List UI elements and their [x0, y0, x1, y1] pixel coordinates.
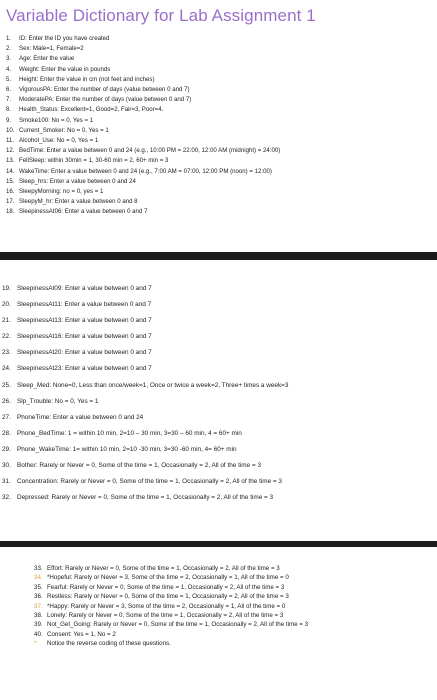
- item-number: 14.: [6, 167, 15, 175]
- item-text: Phone_BedTime: 1 = within 10 min, 2=10 – 30 min, 3=30 – 60 min, 4 = 60+ min: [17, 429, 242, 437]
- item-text: Height: Enter the value in cm (not feet and inches): [19, 75, 155, 83]
- list-item: [6, 126, 280, 136]
- item-number: 1.: [6, 35, 12, 42]
- list-item: [6, 44, 280, 54]
- item-text: SleepinessAt06: Enter a value between 0 and 7: [19, 208, 148, 216]
- list-item: [6, 75, 280, 85]
- item-text: PhoneTime: Enter a value between 0 and 24: [17, 413, 144, 421]
- item-text: *Hopeful: Rarely or Never = 3, Some of the time = 2, Occasionally = 1, All of the time = 0: [47, 574, 289, 582]
- asterisk-marker: *: [34, 640, 37, 648]
- variable-list-2: [2, 281, 288, 506]
- item-number: 37.: [34, 602, 43, 610]
- list-item: [2, 361, 288, 377]
- item-number: 20.: [2, 301, 11, 309]
- item-text: Slp_Trouble: No = 0, Yes = 1: [17, 397, 99, 405]
- page-separator: [0, 541, 437, 547]
- list-item: [2, 458, 288, 474]
- item-number: 35.: [34, 583, 43, 591]
- list-item: [6, 34, 280, 44]
- item-text: Health_Status: Excellent=1, Good=2, Fair=3, Poor=4.: [19, 106, 164, 114]
- item-text: Concentration: Rarely or Never = 0, Some of the time = 1, Occasionally = 2, All of the time = 3: [17, 478, 282, 486]
- item-number: 11.: [6, 137, 15, 145]
- item-text: Sleep_Med: None=0, Less than once/week=1, Once or twice a week=2, Three+ times a week=3: [17, 381, 289, 389]
- list-item: [6, 187, 280, 197]
- item-text: FellSleep: within 30min = 1, 30-60 min = 2, 60+ min = 3: [19, 157, 169, 165]
- list-item: [34, 592, 308, 601]
- item-number: 4.: [6, 65, 12, 73]
- item-number: 9.: [6, 116, 12, 124]
- list-item: [6, 146, 280, 156]
- item-text: Effort: Rarely or Never = 0, Some of the time = 1, Occasionally = 2, All of the time = 3: [47, 565, 280, 572]
- list-item: [2, 490, 288, 506]
- dictionary-page-1: [0, 0, 437, 248]
- list-item: [2, 410, 288, 426]
- item-text: Bother: Rarely or Never = 0, Some of the time = 1, Occasionally = 2, All of the time = 3: [17, 462, 262, 470]
- list-item: [34, 630, 308, 639]
- item-number: 21.: [2, 317, 11, 325]
- list-item: [2, 281, 288, 297]
- item-text: SleepinessAt11: Enter a value between 0 and 7: [17, 301, 152, 309]
- list-item: [6, 85, 280, 95]
- list-item: [2, 297, 288, 313]
- item-number: 25.: [2, 381, 11, 389]
- list-item: [6, 136, 280, 146]
- item-number: 6.: [6, 86, 12, 94]
- item-text: Sleep_hrs: Enter a value between 0 and 24: [19, 177, 136, 185]
- list-item: [2, 426, 288, 442]
- page-title: Variable Dictionary for Lab Assignment 1: [6, 6, 316, 25]
- item-text: Fearful: Rarely or Never = 0, Some of the time = 1, Occasionally = 2, All of the time = 3: [47, 583, 285, 591]
- item-text: Lonely: Rarely or Never = 0, Some of the time = 1, Occasionally = 2, All of the time = 3: [47, 612, 284, 620]
- list-item: [34, 602, 308, 611]
- item-number: 13.: [6, 157, 15, 165]
- item-text: SleepinessAt23: Enter a value between 0 and 7: [17, 365, 152, 373]
- item-text: Sex: Male=1, Female=2: [19, 45, 84, 53]
- list-item: [34, 573, 308, 582]
- note-text: Notice the reverse coding of these questions.: [47, 640, 171, 648]
- item-number: 22.: [2, 333, 11, 341]
- list-item: [6, 105, 280, 115]
- list-item: [2, 394, 288, 410]
- variable-list-1: [6, 34, 280, 218]
- item-text: SleepinessAt09: Enter a value between 0 and 7: [17, 285, 152, 292]
- item-number: 8.: [6, 106, 12, 114]
- list-item: [6, 177, 280, 187]
- list-item: [6, 207, 280, 217]
- list-item: [6, 156, 280, 166]
- item-number: 18.: [6, 208, 15, 216]
- item-text: SleepyMorning: no = 0, yes = 1: [19, 188, 104, 196]
- item-number: 31.: [2, 478, 11, 486]
- reverse-coding-note: [34, 639, 308, 648]
- item-text: Restless: Rarely or Never = 0, Some of the time = 1, Occasionally = 2, All of the time = 3: [47, 593, 289, 601]
- list-item: [34, 583, 308, 592]
- item-number: 38.: [34, 612, 43, 620]
- item-number: 3.: [6, 55, 12, 63]
- item-text: *Happy: Rarely or Never = 3, Some of the time = 2, Occasionally = 1, All of the time = 0: [47, 602, 286, 610]
- item-text: Current_Smoker: No = 0, Yes = 1: [19, 126, 109, 134]
- dictionary-page-3: [0, 548, 437, 700]
- item-text: Not_Get_Going: Rarely or Never = 0, Some of the time = 1, Occasionally = 2, All of the time = 3: [47, 621, 309, 629]
- item-number: 32.: [2, 494, 11, 502]
- item-text: Consent: Yes = 1, No = 2: [47, 630, 116, 638]
- list-item: [2, 378, 288, 394]
- item-number: 7.: [6, 96, 12, 104]
- item-text: Age: Enter the value: [19, 55, 75, 63]
- item-text: VigorousPA: Enter the number of days (value between 0 and 7): [19, 86, 190, 94]
- item-text: SleepinessAt13: Enter a value between 0 and 7: [17, 317, 152, 325]
- variable-list-3: [34, 564, 308, 649]
- item-number: 12.: [6, 147, 15, 155]
- list-item: [2, 474, 288, 490]
- list-item: [2, 345, 288, 361]
- item-text: Weight: Enter the value in pounds: [19, 65, 111, 73]
- page-separator: [0, 252, 437, 260]
- item-number: 40.: [34, 630, 43, 638]
- item-number: 26.: [2, 397, 11, 405]
- item-text: ModeratePA: Enter the number of days (value between 0 and 7): [19, 96, 192, 104]
- item-number: 17.: [6, 198, 15, 206]
- item-number: 23.: [2, 349, 11, 357]
- item-text: SleepyM_hr: Enter a value between 0 and 8: [19, 198, 138, 206]
- list-item: [2, 329, 288, 345]
- item-number: 19.: [2, 285, 11, 292]
- item-text: BedTime: Enter a value between 0 and 24 (e.g., 10:00 PM = 22:00, 12:00 AM (midnight) = 24:00): [19, 147, 281, 155]
- list-item: [34, 564, 308, 573]
- list-item: [34, 611, 308, 620]
- item-number: 30.: [2, 462, 11, 470]
- item-text: Alcohol_Use: No = 0, Yes = 1: [19, 137, 99, 145]
- item-number: 15.: [6, 177, 15, 185]
- list-item: [6, 95, 280, 105]
- item-number: 16.: [6, 188, 15, 196]
- item-number: 29.: [2, 445, 11, 453]
- list-item: [6, 54, 280, 64]
- item-number: 28.: [2, 429, 11, 437]
- list-item: [2, 442, 288, 458]
- list-item: [6, 65, 280, 75]
- item-number: 36.: [34, 593, 43, 601]
- item-number: 2.: [6, 45, 12, 53]
- item-text: Smoke100: No = 0, Yes = 1: [19, 116, 94, 124]
- item-number: 10.: [6, 126, 15, 134]
- item-text: Phone_WakeTime: 1= within 10 min, 2=10 -30 min, 3=30 -60 min, 4= 60+ min: [17, 445, 237, 453]
- item-number: 24.: [2, 365, 11, 373]
- list-item: [6, 116, 280, 126]
- list-item: [6, 167, 280, 177]
- item-number: 34.: [34, 574, 43, 582]
- item-number: 39.: [34, 621, 43, 629]
- item-text: WakeTime: Enter a value between 0 and 24 (e.g., 7:00 AM = 07:00, 12:00 PM (noon) = 12:00): [19, 167, 272, 175]
- item-text: SleepinessAt20: Enter a value between 0 and 7: [17, 349, 152, 357]
- item-text: Depressed: Rarely or Never = 0, Some of the time = 1, Occasionally = 2, All of the time = 3: [17, 494, 274, 502]
- item-number: 27.: [2, 413, 11, 421]
- list-item: [2, 313, 288, 329]
- item-number: 33.: [34, 565, 43, 572]
- item-text: ID: Enter the ID you have created: [19, 35, 110, 42]
- item-text: SleepinessAt16: Enter a value between 0 and 7: [17, 333, 152, 341]
- item-number: 5.: [6, 75, 12, 83]
- dictionary-page-2: [0, 264, 437, 540]
- list-item: [6, 197, 280, 207]
- list-item: [34, 620, 308, 629]
